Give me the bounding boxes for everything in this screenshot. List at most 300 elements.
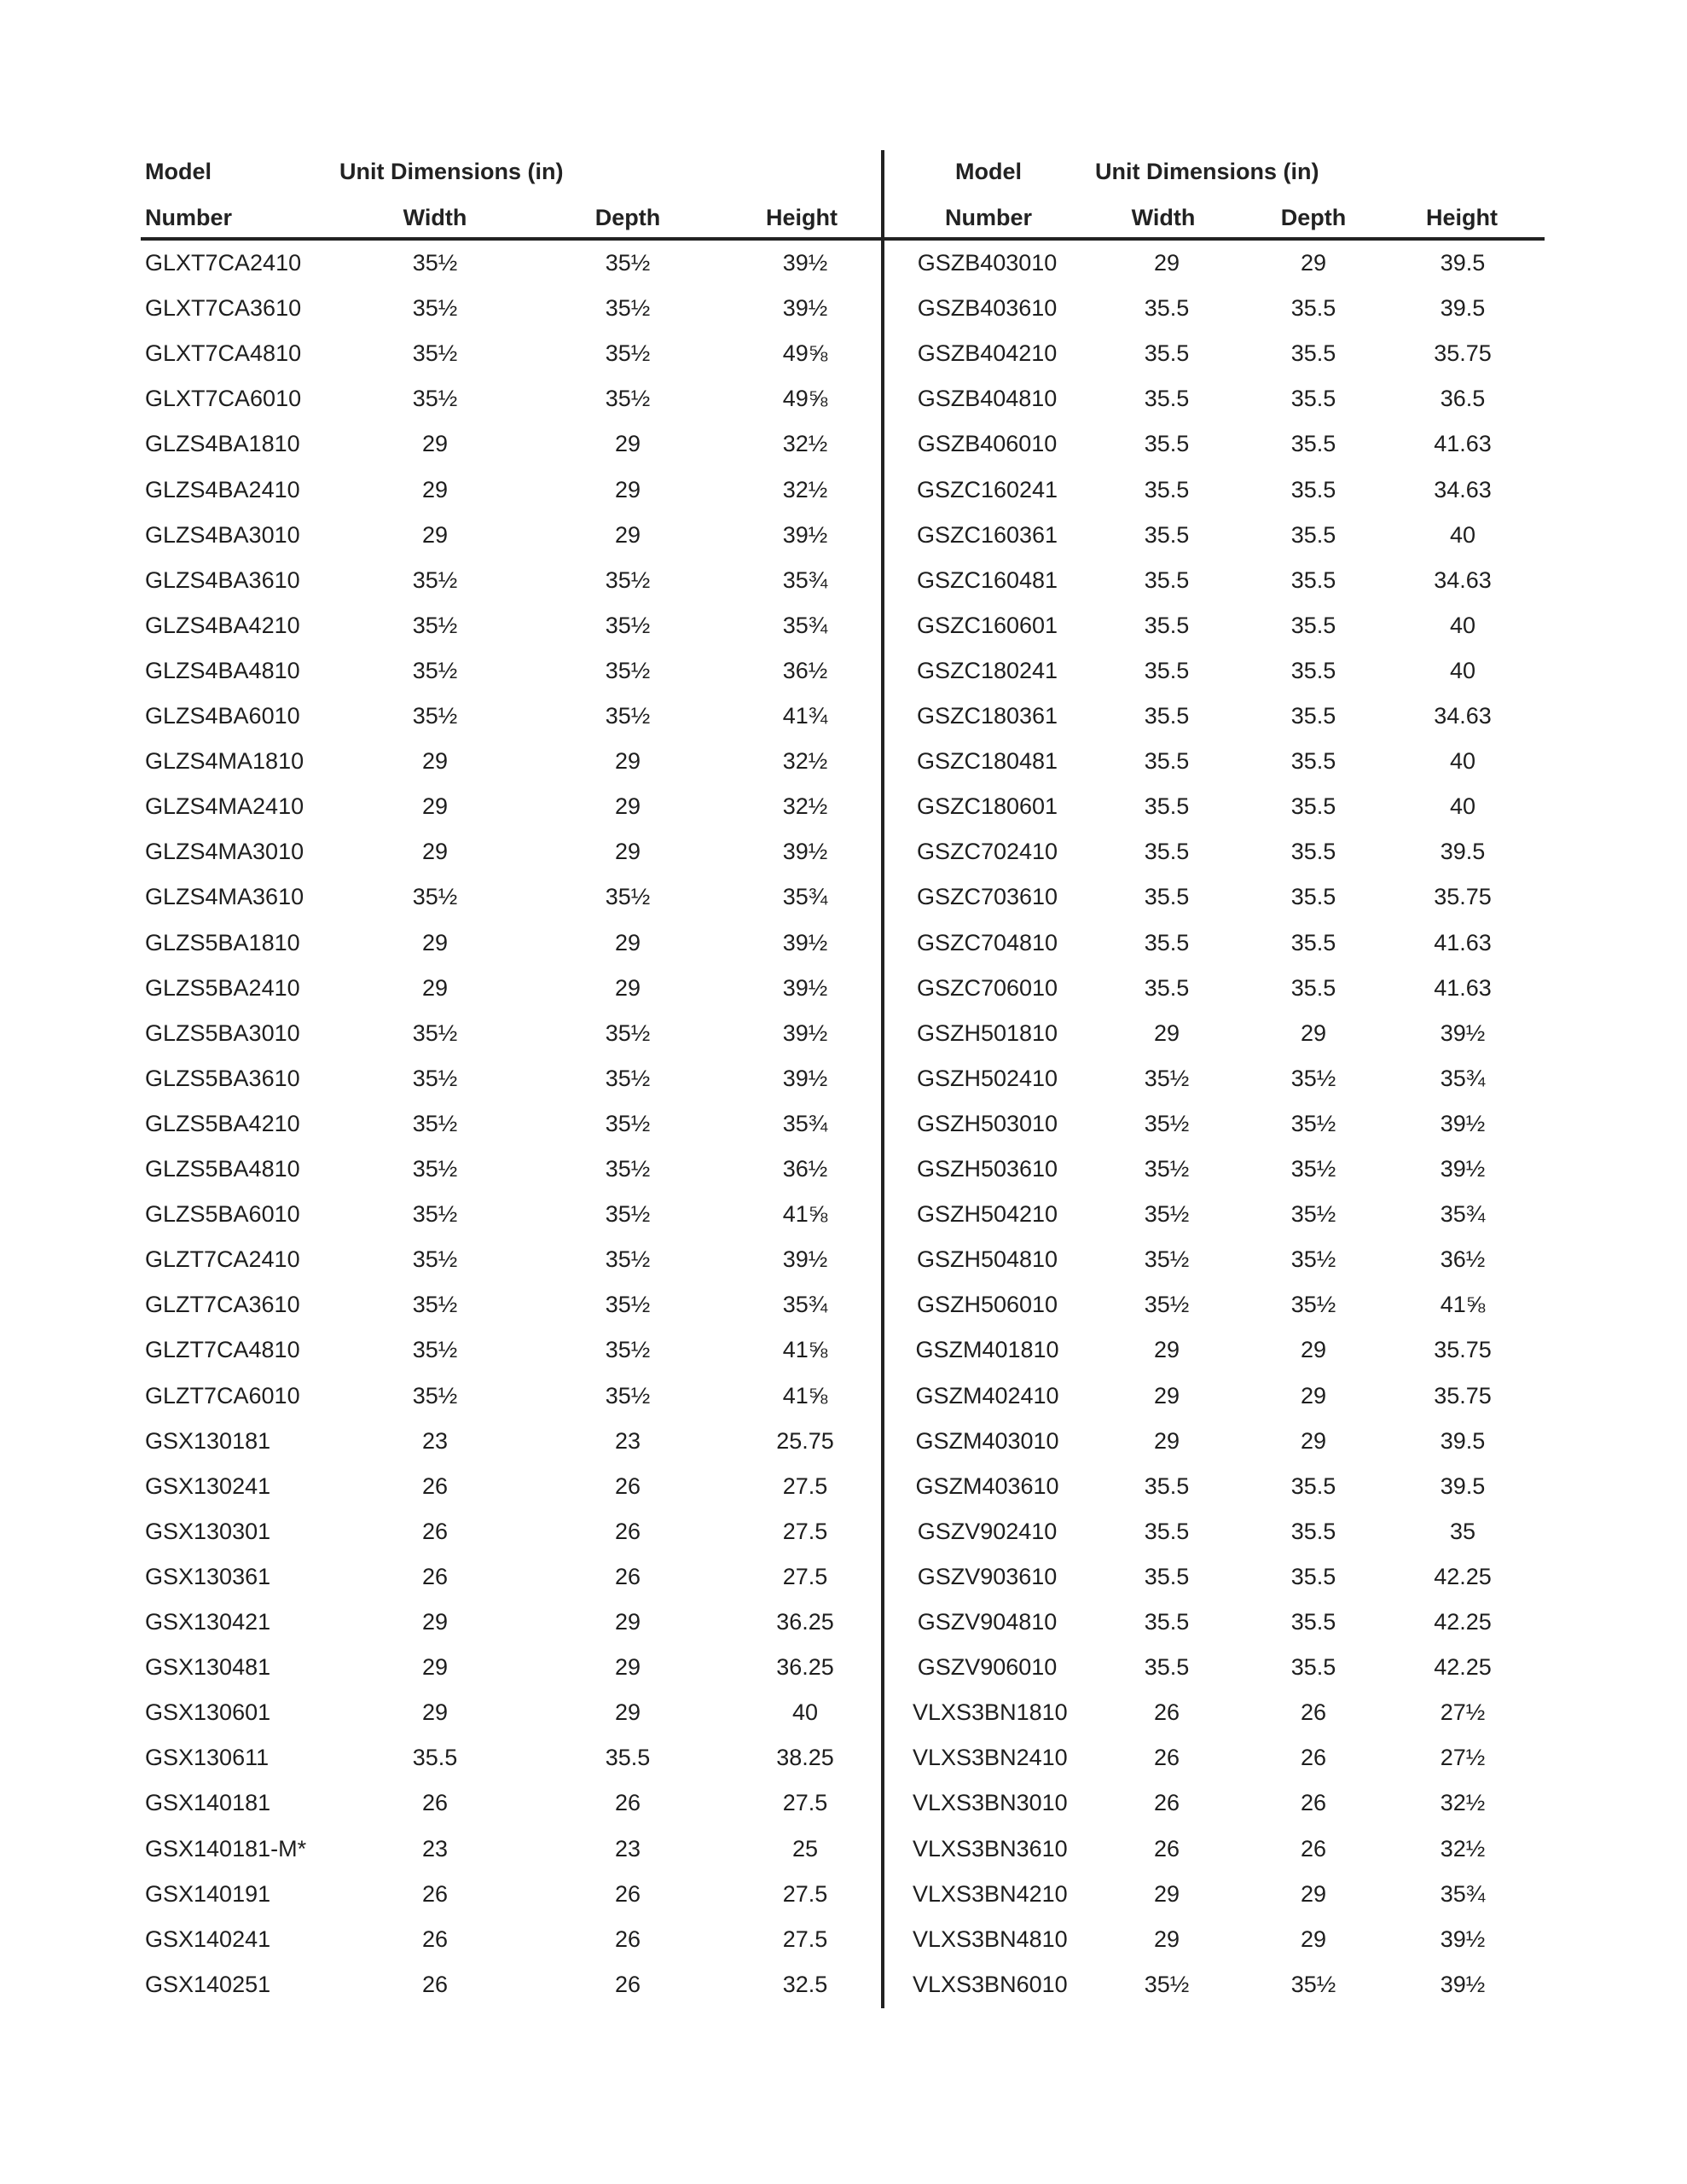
width-cell: 35.5 [1144, 839, 1190, 865]
table-row [0, 513, 1687, 558]
height-cell: 39.5 [1440, 295, 1486, 322]
depth-cell: 26 [614, 1790, 641, 1816]
model-number-cell: GSZH503010 [916, 1110, 1058, 1136]
height-cell: 41⅝ [782, 1337, 828, 1363]
table-row [0, 603, 1687, 648]
height-cell: 25.75 [776, 1427, 834, 1454]
width-cell: 26 [421, 1880, 449, 1907]
model-number-cell: GLZT7CA2410 [145, 1246, 300, 1273]
height-cell: 27.5 [782, 1880, 828, 1907]
width-cell: 35½ [1144, 1246, 1190, 1273]
depth-cell: 35½ [1290, 1156, 1336, 1182]
model-number-cell: GSZH506010 [916, 1292, 1058, 1318]
depth-cell: 35½ [605, 612, 651, 638]
width-cell: 29 [1153, 1880, 1180, 1907]
width-cell: 35½ [1144, 1971, 1190, 1997]
width-cell: 35.5 [1144, 1518, 1190, 1544]
height-cell: 38.25 [776, 1745, 834, 1771]
table-row [0, 874, 1687, 920]
depth-cell: 26 [614, 1518, 641, 1544]
depth-cell: 35.5 [1290, 1472, 1336, 1499]
width-cell: 35½ [412, 703, 458, 729]
model-number-cell: GLZS4MA3610 [145, 884, 304, 910]
height-cell: 49⅝ [782, 340, 828, 367]
width-cell: 35.5 [1144, 295, 1190, 322]
width-cell: 29 [421, 793, 449, 820]
width-cell: 35.5 [1144, 340, 1190, 367]
depth-cell: 35½ [605, 566, 651, 593]
depth-cell: 29 [614, 1654, 641, 1681]
model-number-cell: GSZC160241 [916, 476, 1058, 502]
table-row [0, 829, 1687, 874]
width-cell: 35½ [412, 1019, 458, 1046]
model-number-cell: GSZM403010 [915, 1427, 1059, 1454]
depth-cell: 35.5 [1290, 929, 1336, 956]
model-number-cell: GSX140181-M* [145, 1835, 307, 1862]
left-depth-header: Depth [594, 205, 661, 230]
model-number-cell: GSZC160361 [916, 521, 1058, 548]
left-width-header: Width [403, 205, 467, 230]
width-cell: 26 [421, 1926, 449, 1952]
width-cell: 35.5 [1144, 1563, 1190, 1589]
model-number-cell: GSZH503610 [916, 1156, 1058, 1182]
width-cell: 23 [421, 1427, 449, 1454]
width-cell: 35.5 [1144, 1472, 1190, 1499]
width-cell: 35½ [1144, 1110, 1190, 1136]
model-number-cell: GLXT7CA4810 [145, 340, 302, 367]
model-number-cell: GSX130301 [145, 1518, 271, 1544]
width-cell: 35½ [412, 386, 458, 412]
height-cell: 36.25 [776, 1654, 834, 1681]
model-number-cell: GSZC702410 [916, 839, 1058, 865]
height-cell: 32½ [782, 431, 828, 457]
table-row [0, 1237, 1687, 1282]
height-cell: 39½ [782, 929, 828, 956]
width-cell: 29 [1153, 1019, 1180, 1046]
width-cell: 35.5 [1144, 657, 1190, 683]
depth-cell: 35½ [605, 1065, 651, 1091]
height-cell: 35.75 [1434, 884, 1492, 910]
width-cell: 35.5 [1144, 929, 1190, 956]
model-number-cell: GLXT7CA3610 [145, 295, 302, 322]
width-cell: 35½ [412, 250, 458, 276]
model-number-cell: GSZC160481 [916, 566, 1058, 593]
model-number-cell: GSZC180361 [916, 703, 1058, 729]
width-cell: 35.5 [1144, 612, 1190, 638]
model-number-cell: GSZH501810 [916, 1019, 1058, 1046]
height-cell: 40 [791, 1699, 819, 1726]
height-cell: 35¾ [1440, 1065, 1486, 1091]
table-row [0, 648, 1687, 694]
width-cell: 29 [421, 839, 449, 865]
model-number-cell: GSX130241 [145, 1472, 271, 1499]
depth-cell: 35.5 [1290, 476, 1336, 502]
height-cell: 39½ [1440, 1926, 1486, 1952]
width-cell: 29 [1153, 1926, 1180, 1952]
height-cell: 41.63 [1434, 431, 1492, 457]
height-cell: 35¾ [782, 884, 828, 910]
width-cell: 35½ [412, 1156, 458, 1182]
width-cell: 35½ [412, 340, 458, 367]
height-cell: 39.5 [1440, 839, 1486, 865]
left-model-header-bottom: Number [145, 205, 233, 230]
height-cell: 27½ [1440, 1699, 1486, 1726]
depth-cell: 35.5 [1290, 657, 1336, 683]
model-number-cell: GSX130481 [145, 1654, 271, 1681]
model-number-cell: GSX130181 [145, 1427, 271, 1454]
height-cell: 41⅝ [782, 1201, 828, 1228]
depth-cell: 35½ [605, 386, 651, 412]
table-row [0, 1962, 1687, 2007]
depth-cell: 35½ [1290, 1065, 1336, 1091]
depth-cell: 29 [614, 476, 641, 502]
model-number-cell: GLZS4MA1810 [145, 748, 304, 775]
model-number-cell: VLXS3BN4210 [913, 1880, 1068, 1907]
model-number-cell: GSZB406010 [917, 431, 1058, 457]
height-cell: 41⅝ [1440, 1292, 1486, 1318]
model-number-cell: GSX140251 [145, 1971, 271, 1997]
depth-cell: 35.5 [1290, 974, 1336, 1001]
height-cell: 35 [1449, 1518, 1476, 1544]
depth-cell: 35½ [605, 1156, 651, 1182]
width-cell: 29 [1153, 250, 1180, 276]
height-cell: 40 [1449, 521, 1476, 548]
depth-cell: 29 [614, 793, 641, 820]
width-cell: 29 [1153, 1337, 1180, 1363]
table-row [0, 1011, 1687, 1056]
width-cell: 29 [421, 431, 449, 457]
table-row [0, 1147, 1687, 1192]
table-row [0, 1780, 1687, 1826]
depth-cell: 35.5 [1290, 295, 1336, 322]
model-number-cell: GSX140241 [145, 1926, 271, 1952]
depth-cell: 35½ [605, 295, 651, 322]
width-cell: 26 [1153, 1699, 1180, 1726]
width-cell: 35½ [412, 1065, 458, 1091]
table-row [0, 468, 1687, 513]
model-number-cell: GLZT7CA6010 [145, 1382, 300, 1409]
depth-cell: 35.5 [1290, 1609, 1336, 1635]
model-number-cell: GSZC703610 [916, 884, 1058, 910]
model-number-cell: GSZB404210 [917, 340, 1058, 367]
depth-cell: 35.5 [1290, 1518, 1336, 1544]
model-number-cell: GSX140181 [145, 1790, 271, 1816]
width-cell: 35½ [1144, 1292, 1190, 1318]
width-cell: 26 [421, 1971, 449, 1997]
depth-cell: 35½ [1290, 1110, 1336, 1136]
model-number-cell: GLZS5BA3010 [145, 1019, 300, 1046]
table-row [0, 921, 1687, 966]
model-number-cell: VLXS3BN2410 [913, 1745, 1068, 1771]
height-cell: 32½ [1440, 1835, 1486, 1862]
left-model-header-top: Model [145, 159, 212, 184]
width-cell: 35½ [412, 657, 458, 683]
width-cell: 26 [421, 1563, 449, 1589]
model-number-cell: VLXS3BN3010 [913, 1790, 1068, 1816]
table-row [0, 1101, 1687, 1147]
depth-cell: 26 [614, 1563, 641, 1589]
model-number-cell: GSZC180481 [916, 748, 1058, 775]
height-cell: 32½ [782, 748, 828, 775]
model-number-cell: GSZB404810 [917, 386, 1058, 412]
table-row [0, 331, 1687, 376]
table-row [0, 1872, 1687, 1917]
table-row [0, 1735, 1687, 1780]
model-number-cell: GSZM401810 [915, 1337, 1059, 1363]
depth-cell: 29 [614, 1609, 641, 1635]
table-row [0, 1056, 1687, 1101]
width-cell: 35.5 [1144, 1609, 1190, 1635]
model-number-cell: GSZB403010 [917, 250, 1058, 276]
height-cell: 35.75 [1434, 1382, 1492, 1409]
height-cell: 27.5 [782, 1518, 828, 1544]
width-cell: 26 [1153, 1745, 1180, 1771]
table-row [0, 1690, 1687, 1735]
width-cell: 29 [421, 974, 449, 1001]
height-cell: 27.5 [782, 1926, 828, 1952]
depth-cell: 35½ [605, 1110, 651, 1136]
depth-cell: 35½ [605, 703, 651, 729]
depth-cell: 29 [1300, 1427, 1327, 1454]
depth-cell: 35½ [605, 884, 651, 910]
depth-cell: 35½ [605, 1246, 651, 1273]
width-cell: 35.5 [412, 1745, 458, 1771]
width-cell: 35½ [412, 884, 458, 910]
height-cell: 32½ [782, 793, 828, 820]
depth-cell: 29 [614, 521, 641, 548]
depth-cell: 29 [1300, 1880, 1327, 1907]
height-cell: 34.63 [1434, 566, 1492, 593]
model-number-cell: GLZS4MA3010 [145, 839, 304, 865]
width-cell: 29 [421, 1699, 449, 1726]
depth-cell: 35.5 [1290, 1654, 1336, 1681]
depth-cell: 23 [614, 1835, 641, 1862]
table-row [0, 1645, 1687, 1690]
height-cell: 34.63 [1434, 476, 1492, 502]
right-width-header: Width [1131, 205, 1196, 230]
model-number-cell: GLZS4BA6010 [145, 703, 300, 729]
height-cell: 27.5 [782, 1790, 828, 1816]
table-row [0, 784, 1687, 829]
height-cell: 39.5 [1440, 1472, 1486, 1499]
height-cell: 36.5 [1440, 386, 1486, 412]
model-number-cell: GLZS4BA2410 [145, 476, 300, 502]
width-cell: 26 [421, 1518, 449, 1544]
depth-cell: 35.5 [1290, 884, 1336, 910]
height-cell: 40 [1449, 612, 1476, 638]
model-number-cell: GLZS4BA3610 [145, 566, 300, 593]
height-cell: 35.75 [1434, 1337, 1492, 1363]
height-cell: 42.25 [1434, 1609, 1492, 1635]
width-cell: 35.5 [1144, 1654, 1190, 1681]
depth-cell: 35.5 [1290, 386, 1336, 412]
height-cell: 39½ [782, 521, 828, 548]
model-number-cell: GSZM403610 [915, 1472, 1059, 1499]
model-number-cell: GLZS4BA4210 [145, 612, 300, 638]
width-cell: 26 [421, 1790, 449, 1816]
height-cell: 36½ [782, 657, 828, 683]
model-number-cell: GLZS5BA6010 [145, 1201, 300, 1228]
depth-cell: 26 [1300, 1835, 1327, 1862]
width-cell: 35½ [412, 1246, 458, 1273]
height-cell: 39½ [782, 250, 828, 276]
depth-cell: 35.5 [1290, 431, 1336, 457]
height-cell: 41.63 [1434, 929, 1492, 956]
height-cell: 32½ [1440, 1790, 1486, 1816]
table-row [0, 1600, 1687, 1645]
table-row [0, 1917, 1687, 1962]
height-cell: 39½ [782, 1246, 828, 1273]
width-cell: 35½ [412, 295, 458, 322]
width-cell: 35½ [412, 612, 458, 638]
table-row [0, 1419, 1687, 1464]
depth-cell: 35½ [605, 1337, 651, 1363]
depth-cell: 35½ [605, 1292, 651, 1318]
depth-cell: 35½ [1290, 1201, 1336, 1228]
table-row [0, 1827, 1687, 1872]
model-number-cell: GLZS4BA1810 [145, 431, 300, 457]
height-cell: 36½ [782, 1156, 828, 1182]
model-number-cell: GLZS5BA3610 [145, 1065, 300, 1091]
left-unit-dimensions-header: Unit Dimensions (in) [339, 159, 564, 184]
model-number-cell: GSZB403610 [917, 295, 1058, 322]
depth-cell: 35½ [605, 657, 651, 683]
depth-cell: 26 [614, 1926, 641, 1952]
model-number-cell: GSZM402410 [915, 1382, 1059, 1409]
model-number-cell: GSZC180241 [916, 657, 1058, 683]
depth-cell: 29 [1300, 250, 1327, 276]
depth-cell: 35.5 [1290, 793, 1336, 820]
height-cell: 39½ [782, 974, 828, 1001]
depth-cell: 29 [1300, 1019, 1327, 1046]
depth-cell: 29 [1300, 1337, 1327, 1363]
height-cell: 35¾ [1440, 1880, 1486, 1907]
height-cell: 35¾ [782, 612, 828, 638]
width-cell: 29 [421, 929, 449, 956]
model-number-cell: GLZS4BA3010 [145, 521, 300, 548]
depth-cell: 35½ [605, 1201, 651, 1228]
height-cell: 41¾ [782, 703, 828, 729]
model-number-cell: GLZS5BA2410 [145, 974, 300, 1001]
model-number-cell: GLXT7CA2410 [145, 250, 302, 276]
width-cell: 35½ [412, 1110, 458, 1136]
height-cell: 27.5 [782, 1563, 828, 1589]
depth-cell: 35.5 [1290, 1563, 1336, 1589]
depth-cell: 29 [1300, 1926, 1327, 1952]
depth-cell: 35.5 [605, 1745, 651, 1771]
height-cell: 39½ [782, 1019, 828, 1046]
table-row [0, 1192, 1687, 1237]
table-row [0, 558, 1687, 603]
depth-cell: 35½ [605, 340, 651, 367]
depth-cell: 35½ [605, 1019, 651, 1046]
width-cell: 35.5 [1144, 793, 1190, 820]
width-cell: 35.5 [1144, 476, 1190, 502]
width-cell: 23 [421, 1835, 449, 1862]
width-cell: 29 [421, 476, 449, 502]
height-cell: 40 [1449, 793, 1476, 820]
width-cell: 29 [1153, 1427, 1180, 1454]
depth-cell: 35.5 [1290, 839, 1336, 865]
height-cell: 25 [791, 1835, 819, 1862]
model-number-cell: GSZV903610 [917, 1563, 1058, 1589]
model-number-cell: GLZS4BA4810 [145, 657, 300, 683]
height-cell: 36½ [1440, 1246, 1486, 1273]
width-cell: 35.5 [1144, 884, 1190, 910]
height-cell: 36.25 [776, 1609, 834, 1635]
model-number-cell: GSX130421 [145, 1609, 271, 1635]
model-number-cell: GSZV904810 [917, 1609, 1058, 1635]
model-number-cell: GLZS5BA4210 [145, 1110, 300, 1136]
depth-cell: 35½ [1290, 1971, 1336, 1997]
depth-cell: 29 [1300, 1382, 1327, 1409]
model-number-cell: GLZS5BA4810 [145, 1156, 300, 1182]
depth-cell: 35.5 [1290, 703, 1336, 729]
depth-cell: 29 [614, 1699, 641, 1726]
left-height-header: Height [766, 205, 838, 230]
depth-cell: 26 [614, 1472, 641, 1499]
height-cell: 39½ [1440, 1156, 1486, 1182]
model-number-cell: GSZC706010 [916, 974, 1058, 1001]
depth-cell: 35½ [1290, 1292, 1336, 1318]
model-number-cell: GSZV902410 [917, 1518, 1058, 1544]
depth-cell: 26 [1300, 1745, 1327, 1771]
width-cell: 35.5 [1144, 566, 1190, 593]
depth-cell: 35.5 [1290, 521, 1336, 548]
width-cell: 26 [1153, 1790, 1180, 1816]
table-row [0, 966, 1687, 1011]
depth-cell: 35.5 [1290, 340, 1336, 367]
table-row [0, 376, 1687, 421]
width-cell: 29 [421, 521, 449, 548]
right-depth-header: Depth [1280, 205, 1347, 230]
height-cell: 35¾ [782, 566, 828, 593]
model-number-cell: GSZC160601 [916, 612, 1058, 638]
width-cell: 26 [1153, 1835, 1180, 1862]
width-cell: 26 [421, 1472, 449, 1499]
height-cell: 34.63 [1434, 703, 1492, 729]
model-number-cell: GSX140191 [145, 1880, 271, 1907]
model-number-cell: GSX130611 [145, 1745, 270, 1771]
height-cell: 40 [1449, 748, 1476, 775]
table-row [0, 1327, 1687, 1373]
table-row [0, 421, 1687, 467]
model-number-cell: GLZT7CA3610 [145, 1292, 300, 1318]
depth-cell: 35.5 [1290, 612, 1336, 638]
width-cell: 29 [1153, 1382, 1180, 1409]
model-number-cell: GLZS4MA2410 [145, 793, 304, 820]
height-cell: 39½ [782, 295, 828, 322]
height-cell: 27½ [1440, 1745, 1486, 1771]
table-row [0, 694, 1687, 739]
height-cell: 35¾ [782, 1110, 828, 1136]
height-cell: 39.5 [1440, 250, 1486, 276]
width-cell: 35½ [412, 1382, 458, 1409]
model-number-cell: VLXS3BN6010 [913, 1971, 1068, 1997]
height-cell: 35¾ [1440, 1201, 1486, 1228]
depth-cell: 35.5 [1290, 566, 1336, 593]
height-cell: 42.25 [1434, 1654, 1492, 1681]
model-number-cell: VLXS3BN1810 [913, 1699, 1068, 1726]
width-cell: 35.5 [1144, 521, 1190, 548]
width-cell: 35.5 [1144, 431, 1190, 457]
depth-cell: 26 [1300, 1699, 1327, 1726]
height-cell: 42.25 [1434, 1563, 1492, 1589]
height-cell: 39½ [1440, 1019, 1486, 1046]
height-cell: 39½ [1440, 1110, 1486, 1136]
right-model-header-top: Model [955, 159, 1022, 184]
depth-cell: 26 [1300, 1790, 1327, 1816]
